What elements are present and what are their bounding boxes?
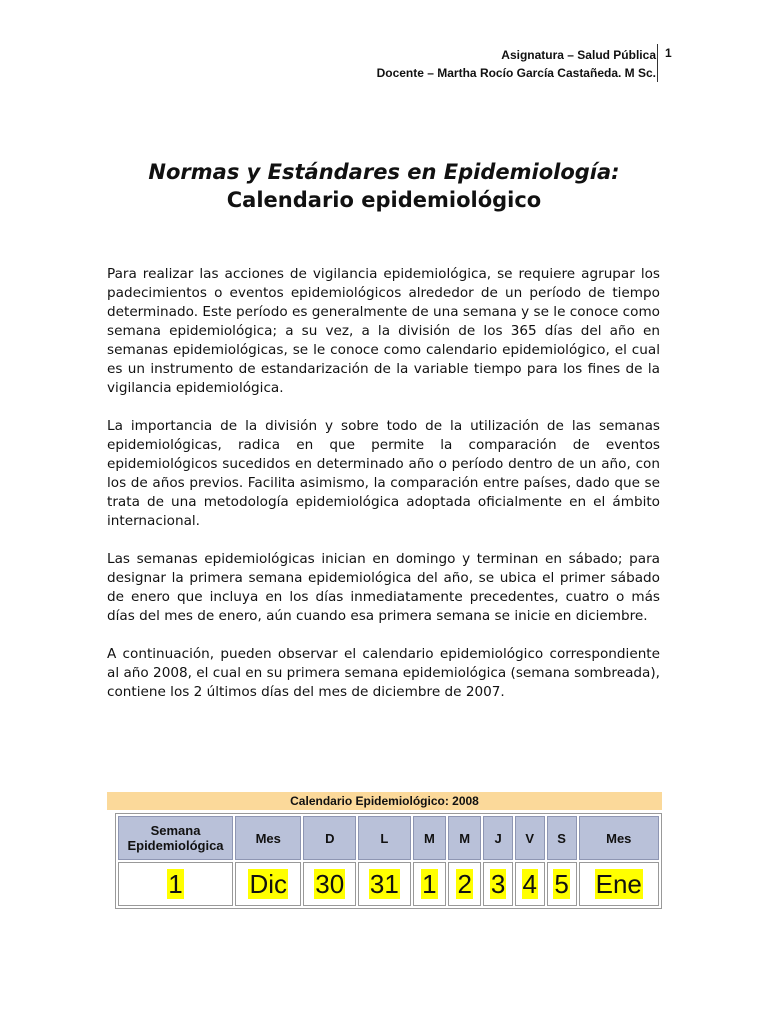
document-title: [0, 158, 768, 214]
header-cell: Semana Epidemiológica: [118, 816, 233, 860]
cell-value: 1: [422, 868, 437, 899]
cell-value: Dic: [249, 868, 287, 899]
cell-value: 5: [554, 868, 569, 899]
table-cell: [235, 862, 301, 906]
header-cell: Mes: [235, 816, 301, 860]
table-cell: [413, 862, 446, 906]
header-cell: S: [547, 816, 577, 860]
cell-value: Ene: [595, 868, 642, 899]
table-cell: [303, 862, 356, 906]
cell-value: 2: [457, 868, 472, 899]
header-divider: [657, 44, 658, 82]
header-cell: M: [413, 816, 446, 860]
page-number: 1: [665, 46, 672, 60]
paragraph: Para realizar las acciones de vigilancia epidemiológica, se requiere agrupar los padecimientos o eventos epidemiológicos alrededor de un período de tiempo determinado. Este período es generalmente de una semana y se le conoce como semana epidemiológica; a su vez, a la división de los 365 días del año en semanas epidemiológicas, se le conoce como calendario epidemiológico, el cual es un instrumento de estandarización de la variable tiempo para los fines de la vigilancia epidemiológica.: [107, 266, 660, 396]
table-cell: [483, 862, 513, 906]
page-header: [377, 46, 656, 82]
header-cell: L: [358, 816, 411, 860]
header-cell: Mes: [579, 816, 659, 860]
table-cell: [448, 862, 481, 906]
cell-value: 4: [522, 868, 537, 899]
body-text: [107, 265, 660, 721]
calendar-table-block: [107, 792, 662, 909]
teacher-line: Docente – Martha Rocío García Castañeda. M Sc.: [376, 66, 656, 80]
title-line-1: Normas y Estándares en Epidemiología:: [148, 160, 620, 184]
cell-value: 31: [369, 868, 399, 899]
calendar-header-row: [118, 816, 659, 860]
cell-value: 1: [168, 868, 183, 899]
table-cell: [579, 862, 659, 906]
subject-line: Asignatura – Salud Pública: [501, 48, 656, 62]
table-cell: [547, 862, 577, 906]
header-cell: M: [448, 816, 481, 860]
table-cell: [358, 862, 411, 906]
header-cell: D: [303, 816, 356, 860]
calendar-table: [115, 813, 662, 909]
calendar-row: [118, 862, 659, 906]
paragraph: La importancia de la división y sobre todo de la utilización de las semanas epidemiológicas, radica en que permite la comparación de eventos epidemiológicos sucedidos en determinado año o período dentro de un año, con los de años previos. Facilita asimismo, la comparación entre países, dado que se trata de una metodología epidemiológica adoptada oficialmente en el ámbito internacional.: [107, 418, 660, 529]
paragraph: Las semanas epidemiológicas inician en domingo y terminan en sábado; para designar la primera semana epidemiológica del año, se ubica el primer sábado de enero que incluya en los días inmediatamente precedentes, cuatro o más días del mes de enero, aún cuando esa primera semana se inicie en diciembre.: [107, 551, 660, 624]
header-cell: J: [483, 816, 513, 860]
title-line-2: Calendario epidemiológico: [226, 188, 542, 212]
table-cell: [515, 862, 545, 906]
paragraph: A continuación, pueden observar el calendario epidemiológico correspondiente al año 2008, el cual en su primera semana epidemiológica (semana sombreada), contiene los 2 últimos días del mes de diciembre de 2007.: [107, 646, 660, 700]
cell-value: 3: [490, 868, 506, 899]
table-cell: [118, 862, 233, 906]
cell-value: 30: [315, 868, 345, 899]
header-cell: V: [515, 816, 545, 860]
calendar-caption: Calendario Epidemiológico: 2008: [107, 792, 662, 810]
